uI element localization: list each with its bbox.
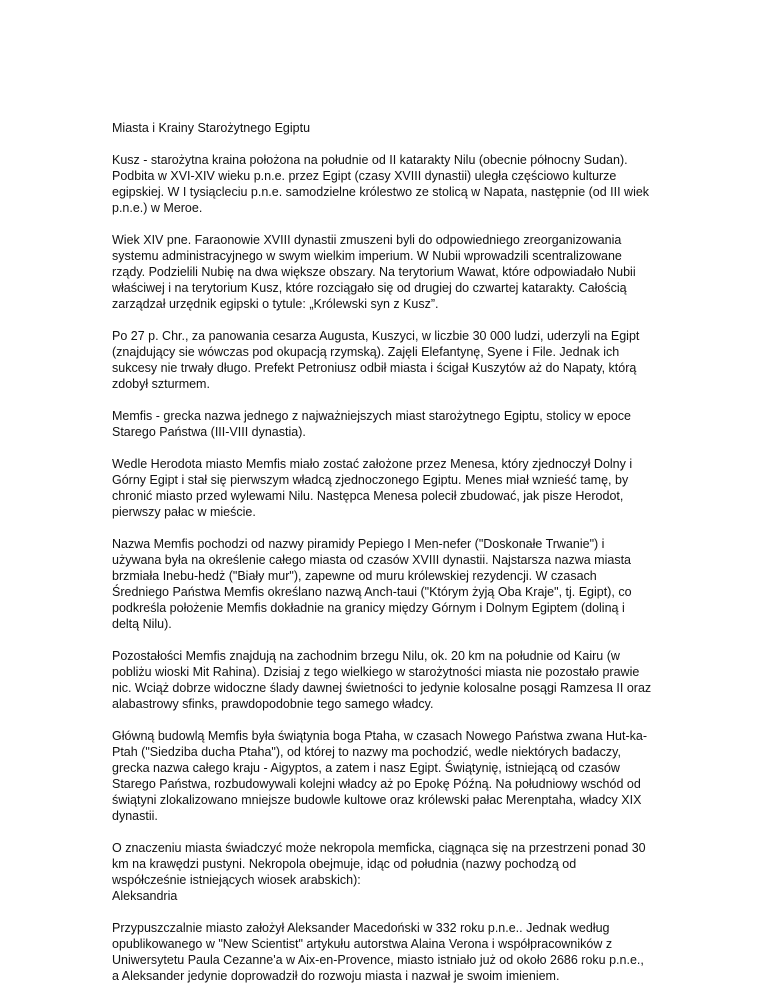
paragraph-kusz-xiv-century: Wiek XIV pne. Faraonowie XVIII dynastii zmuszeni byli do odpowiedniego zreorganizowania systemu administracyjnego w swym wielkim imperium. W Nubii wprowadzili scentralizowane rządy. Podzielili Nubię na dwa większe obszary. Na terytorium Wawat, które odpowiadało Nubii właściwej i na terytorium Kusz, które rozciągało się od drugiej do czwartej katarakty. Całością zarządzał urzędnik egipski o tytule: „Królewski syn z Kusz”. <box>112 233 636 311</box>
document-title: Miasta i Krainy Starożytnego Egiptu <box>112 121 311 135</box>
paragraph-kusz-intro: Kusz - starożytna kraina położona na południe od II kataraktу Nilu (obecnie północny Sudan). Podbita w XVI-XIV wieku p.n.e. przez Egipt (czasy XVIII dynastii) uległa częściowo kulturze egipskiej. W I tysiącleciu p.n.e. samodzielne królestwo ze stolicą w Napata, następnie (od III wiek p.n.e.) w Meroe. <box>112 153 650 215</box>
document-page <box>112 120 652 1000</box>
paragraph-memfis-remains: Pozostałości Memfis znajdują na zachodnim brzegu Nilu, ok. 20 km na południe od Kairu (w pobliżu wioski Mit Rahina). Dzisiaj z tego wielkiego w starożytności miasta nie pozostało prawie nic. Wciąż dobrze widoczne ślady dawnej świetności to jedynie kolosalne posągi Ramzesa II oraz alabastrowy sfinks, prawdopodobnie tego samego władcy. <box>112 649 652 711</box>
paragraph-kusz-roman: Po 27 p. Chr., za panowania cesarza Augusta, Kuszyci, w liczbie 30 000 ludzi, uderzyli na Egipt (znajdujący sie wówczas pod okupacją rzymską). Zajęli Elefantynę, Syene i File. Jednak ich sukcesy nie trwały długo. Prefekt Petroniusz odbił miasta i ścigał Kuszytów aż do Napaty, którą zdobył szturmem. <box>112 329 640 391</box>
paragraph-memfis-temple: Główną budowlą Memfis była świątynia boga Ptaha, w czasach Nowego Państwa zwana Hut-ka-Ptah ("Siedziba ducha Ptaha"), od której to nazwy ma pochodzić, wedle niektórych badaczy, grecka nazwa całego kraju - Aigyptos, a zatem i nasz Egipt. Świątynię, istniejącą od czasów Starego Państwa, rozbudowywali kolejni władcy aż po Epokę Późną. Na południowy wschód od świątyni zlokalizowano mniejsze budowle kultowe oraz królewski pałac Merenptaha, władcy XIX dynastii. <box>112 729 647 823</box>
paragraph-memfis-herodot: Wedle Herodota miasto Memfis miało zostać założone przez Menesa, który zjednoczył Dolny i Górny Egipt i stał się pierwszym władcą zjednoczonego Egiptu. Menes miał wznieść tamę, by chronić miasto przed wylewami Nilu. Następca Menesa polecił zbudować, jak pisze Herodot, pierwszy pałac w mieście. <box>112 457 633 519</box>
paragraph-aleksandria: Przypuszczalnie miasto założył Aleksander Macedoński w 332 roku p.n.e.. Jednak według opublikowanego w "New Scientist" artykułu autorstwa Alaina Verona i współpracowników z Uniwersytetu Paula Cezanne'a w Aix-en-Provence, miasto istniało już od około 2686 roku p.n.e., a Aleksander jedynie doprowadził do rozwoju miasta i nazwał je swoim imieniem. <box>112 921 644 983</box>
paragraph-memfis-necropolis: O znaczeniu miasta świadczyć może nekropola memficka, ciągnąca się na przestrzeni ponad 30 km na krawędzi pustyni. Nekropola obejmuje, idąc od południa (nazwy pochodzą od współcześnie istniejących wiosek arabskich): Aleksandria <box>112 841 646 903</box>
paragraph-memfis-intro: Memfis - grecka nazwa jednego z najważniejszych miast starożytnego Egiptu, stolicy w epoce Starego Państwa (III-VIII dynastia). <box>112 409 631 439</box>
paragraph-memfis-name: Nazwa Memfis pochodzi od nazwy piramidy Pepiego I Men-nefer ("Doskonałe Trwanie") i używana była na określenie całego miasta od czasów XVIII dynastii. Najstarsza nazwa miasta brzmiała Inebu-hedż ("Biały mur"), zapewne od muru królewskiej rezydencji. W czasach Średniego Państwa Memfis określano nazwą Anch-taui ("Którym żyją Oba Kraje", tj. Egipt), co podkreśla położenie Memfis dokładnie na granicy między Górnym i Dolnym Egiptem (doliną i deltą Nilu). <box>112 537 632 631</box>
